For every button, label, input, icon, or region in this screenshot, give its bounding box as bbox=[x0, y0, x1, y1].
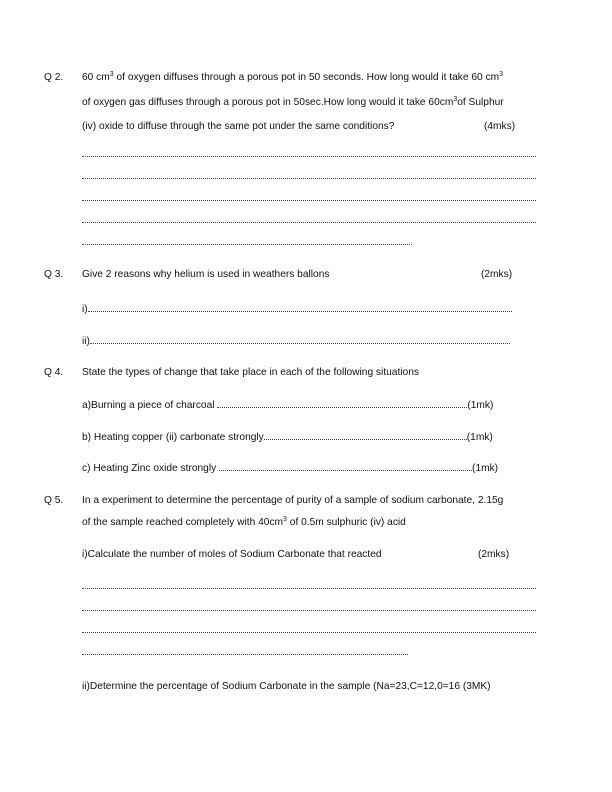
answer-line-ii[interactable]: ii) bbox=[82, 334, 510, 349]
answer-line-i[interactable]: i) bbox=[82, 302, 512, 317]
question-text-line: In a experiment to determine the percentage of purity of a sample of sodium carbonate, 2.15g bbox=[82, 495, 504, 506]
answer-line[interactable] bbox=[82, 199, 536, 201]
answer-line[interactable] bbox=[82, 631, 536, 633]
answer-blank[interactable] bbox=[217, 398, 467, 408]
answer-blank[interactable] bbox=[219, 461, 472, 471]
answer-line[interactable] bbox=[82, 221, 536, 223]
subquestion-i: i)Calculate the number of moles of Sodium Carbonate that reacted bbox=[82, 549, 382, 560]
answer-blank[interactable] bbox=[264, 430, 467, 440]
answer-line[interactable] bbox=[82, 609, 536, 611]
answer-line[interactable] bbox=[82, 155, 536, 157]
question-number: Q 2. bbox=[44, 72, 64, 83]
marks-label: (4mks) bbox=[484, 121, 516, 132]
marks-label: (2mks) bbox=[478, 549, 510, 560]
answer-line[interactable] bbox=[82, 653, 408, 655]
subquestion-a: a)Burning a piece of charcoal (1mk) bbox=[82, 400, 494, 411]
question-text-line: 60 $cm^3$ of oxygen diffuses through a porous pot in 50 seconds. How long would it take 60 $cm^3$ bbox=[82, 71, 504, 83]
subquestion-b: b) Heating copper (ii) carbonate strongly (1mk) bbox=[82, 432, 493, 443]
question-text-line: (iv) oxide to diffuse through the same pot under the same conditions? bbox=[82, 121, 395, 132]
subquestion-ii: ii)Determine the percentage of Sodium Carbonate in the sample (Na=23,C=12,0=16 (3MK) bbox=[82, 681, 491, 692]
answer-line[interactable] bbox=[82, 243, 412, 245]
question-number: Q 5. bbox=[44, 495, 64, 506]
question-number: Q 4. bbox=[44, 367, 64, 378]
question-number: Q 3. bbox=[44, 269, 64, 280]
subquestion-c: c) Heating Zinc oxide strongly (1mk) bbox=[82, 463, 499, 474]
marks-label: (2mks) bbox=[481, 269, 513, 280]
question-text: State the types of change that take place in each of the following situations bbox=[82, 367, 419, 378]
answer-line[interactable] bbox=[82, 177, 536, 179]
question-text: Give 2 reasons why helium is used in weathers ballons bbox=[82, 269, 330, 280]
answer-line[interactable] bbox=[82, 587, 536, 589]
question-text-line: of oxygen gas diffuses through a porous pot in 50sec.How long would it take $60cm^3of$ Sulphur bbox=[82, 96, 504, 108]
question-text-line: of the sample reached completely with $40cm^3$ of 0.5m sulphuric (iv) acid bbox=[82, 516, 406, 528]
